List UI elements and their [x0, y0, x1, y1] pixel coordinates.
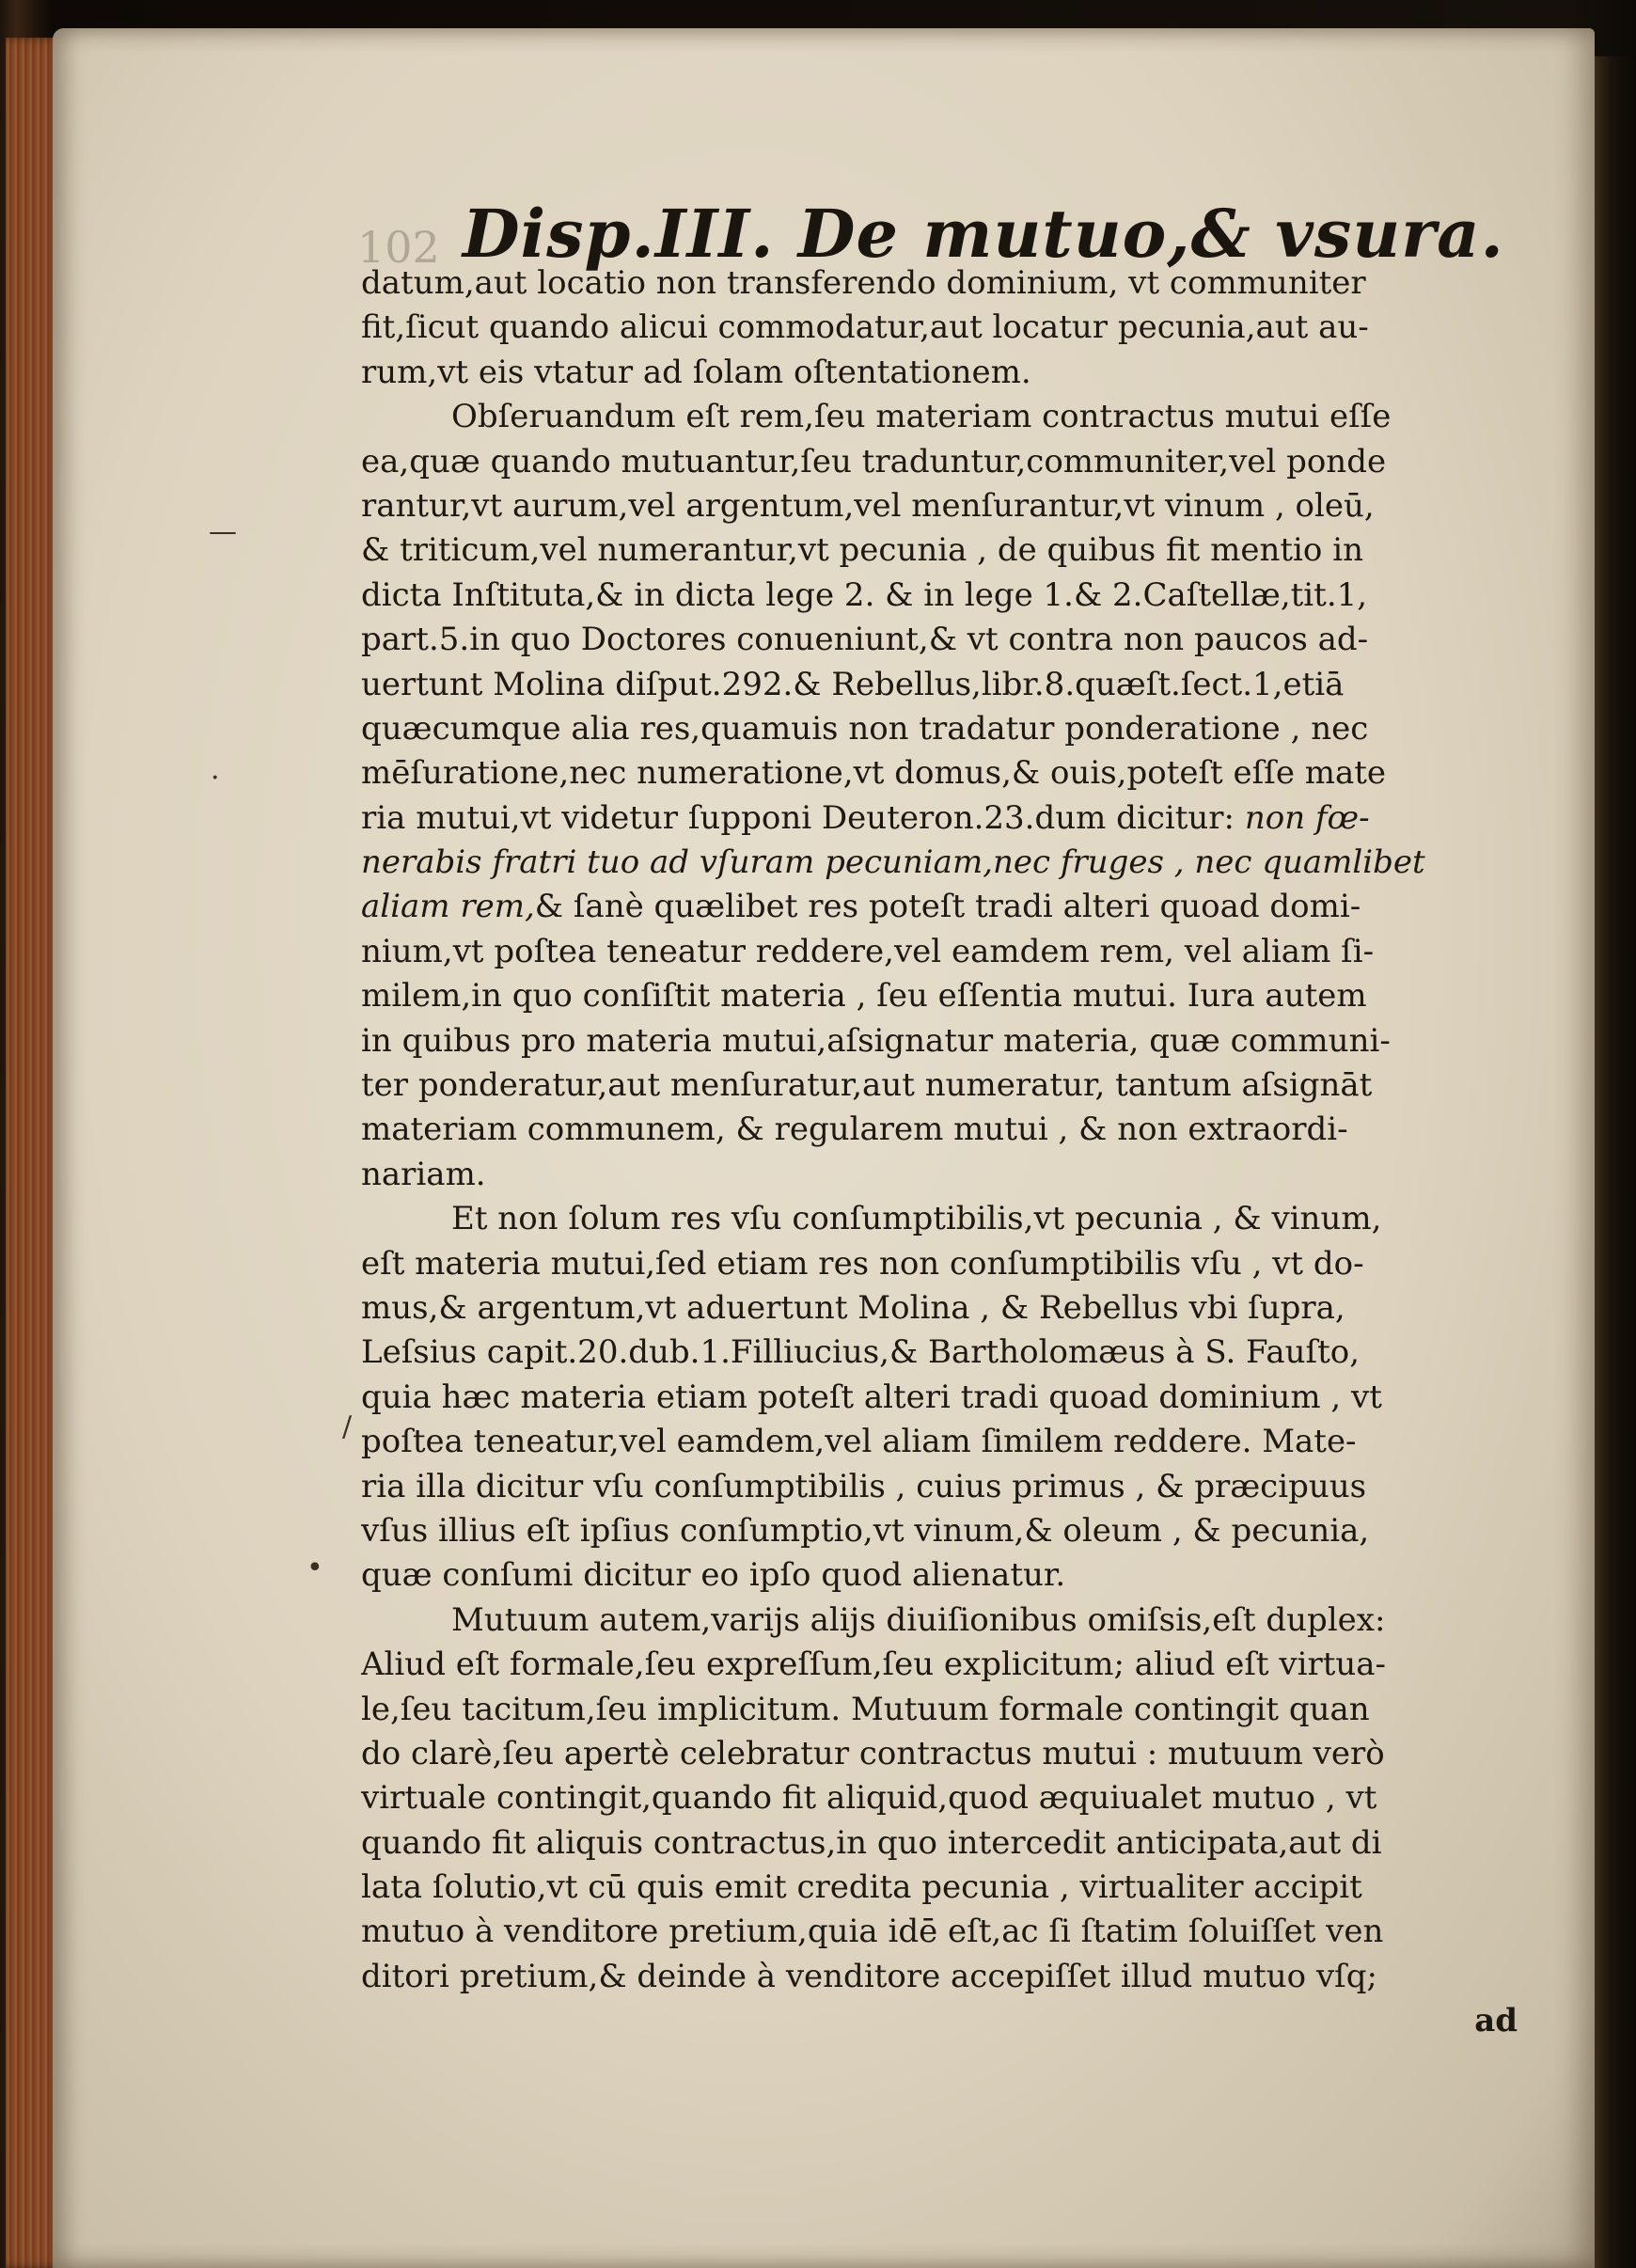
- text-line: nium,vt poſtea teneatur reddere,vel eamdem rem, vel aliam ſi-: [361, 932, 1375, 970]
- text-line: ea,quæ quando mutuantur,ſeu traduntur,communiter,vel ponde: [361, 442, 1387, 480]
- text-line: le,ſeu tacitum,ſeu implicitum. Mutuum formale contingit quan: [361, 1690, 1370, 1728]
- margin-mark: —: [209, 515, 237, 548]
- text-line: mēſuratione,nec numeratione,vt domus,& ouis,poteſt eſſe mate: [361, 754, 1387, 793]
- text-line: virtuale contingit,quando fit aliquid,quod æquiualet mutuo , vt: [361, 1779, 1377, 1818]
- page-stack-right-edge: [1595, 56, 1636, 2268]
- quote-italic: aliam rem,: [361, 888, 535, 926]
- text-line: & triticum,vel numerantur,vt pecunia , de quibus fit mentio in: [361, 531, 1363, 570]
- text-line: nariam.: [361, 1155, 486, 1193]
- text-line: do clarè,ſeu apertè celebratur contractus mutui : mutuum verò: [361, 1734, 1385, 1772]
- text-line: rantur,vt aurum,vel argentum,vel menſurantur,vt vinum , oleū,: [361, 486, 1375, 525]
- text-line: in quibus pro materia mutui,aſsignatur materia, quæ communi-: [361, 1021, 1391, 1060]
- text-line: eſt materia mutui,ſed etiam res non conſumptibilis vſu , vt do-: [361, 1244, 1364, 1283]
- text-line: mutuo à venditore pretium,quia idē eſt,ac ſi ſtatim ſoluiſſet ven: [361, 1913, 1384, 1951]
- text-line: aliam rem,& ſanè quælibet res poteſt tradi alteri quoad domi-: [361, 888, 1361, 926]
- margin-mark: /: [342, 1410, 353, 1443]
- text-line: Et non ſolum res vſu conſumptibilis,vt pecunia , & vinum,: [451, 1200, 1382, 1238]
- folio-number: 102: [357, 222, 440, 273]
- text-line: Aliud eſt formale,ſeu expreſſum,ſeu explicitum; aliud eſt virtua-: [361, 1646, 1387, 1684]
- running-head: Disp.III. De mutuo,& vsura.: [462, 195, 1504, 273]
- text-line: milem,in quo conſiſtit materia , ſeu eſſentia mutui. Iura autem: [361, 977, 1367, 1016]
- text-line: quæcumque alia res,quamuis non tradatur ponderatione , nec: [361, 709, 1369, 748]
- text-line: [361, 841, 1518, 885]
- text-line: quia hæc materia etiam poteſt alteri tradi quoad dominium , vt: [361, 1378, 1382, 1416]
- text-line: materiam communem, & regularem mutui , & non extraordi-: [361, 1110, 1348, 1149]
- margin-mark: ·: [211, 762, 220, 795]
- text-line: poſtea teneatur,vel eamdem,vel aliam ſimilem reddere. Mate-: [361, 1423, 1357, 1461]
- text-line: fit,ſicut quando alicui commodatur,aut locatur pecunia,aut au-: [361, 308, 1369, 347]
- text-line: Obſeruandum eſt rem,ſeu materiam contractus mutui eſſe: [451, 398, 1392, 436]
- text-line: ria illa dicitur vſu conſumptibilis , cuius primus , & præcipuus: [361, 1467, 1367, 1505]
- text-line: rum,vt eis vtatur ad ſolam oſtentationem.: [361, 353, 1031, 391]
- page-header: [357, 141, 1504, 273]
- text-line: Leſsius capit.20.dub.1.Filliucius,& Bartholomæus à S. Fauſto,: [361, 1333, 1361, 1372]
- text-line: Mutuum autem,varijs alijs diuiſionibus omiſsis,eſt duplex:: [451, 1600, 1386, 1639]
- text-line: vſus illius eſt ipſius conſumptio,vt vinum,& oleum , & pecunia,: [361, 1511, 1370, 1550]
- text-line: quando fit aliquis contractus,in quo intercedit anticipata,aut di: [361, 1823, 1382, 1862]
- text-line: ditori pretium,& deinde à venditore accepiſſet illud mutuo vſq;: [361, 1957, 1377, 1995]
- quote-italic: non fœ-: [1244, 798, 1370, 837]
- text-line: ter ponderatur,aut menſuratur,aut numeratur, tantum aſsignāt: [361, 1066, 1373, 1105]
- margin-mark: •: [307, 1551, 323, 1584]
- text-line: datum,aut locatio non transferendo dominium, vt communiter: [361, 264, 1366, 302]
- text-line: dicta Inſtituta,& in dicta lege 2. & in lege 1.& 2.Caſtellæ,tit.1,: [361, 575, 1368, 614]
- text-line: part.5.in quo Doctores conueniunt,& vt contra non paucos ad-: [361, 621, 1369, 659]
- text-line: quæ conſumi dicitur eo ipſo quod alienatur.: [361, 1556, 1066, 1595]
- text-line: uertunt Molina diſput.292.& Rebellus,libr.8.quæſt.ſect.1,etiā: [361, 665, 1345, 703]
- text-line: mus,& argentum,vt aduertunt Molina , & Rebellus vbi ſupra,: [361, 1288, 1345, 1327]
- body-text: [361, 261, 1518, 2044]
- catchword: ad: [1474, 2002, 1518, 2040]
- text-line: ria mutui,vt videtur ſupponi Deuteron.23.dum dicitur: non fœ-: [361, 798, 1370, 837]
- quote-italic: nerabis fratri tuo ad vſuram pecuniam,nec fruges , nec quamlibet: [361, 843, 1425, 882]
- text-line: lata ſolutio,vt cū quis emit credita pecunia , virtualiter accipit: [361, 1868, 1362, 1907]
